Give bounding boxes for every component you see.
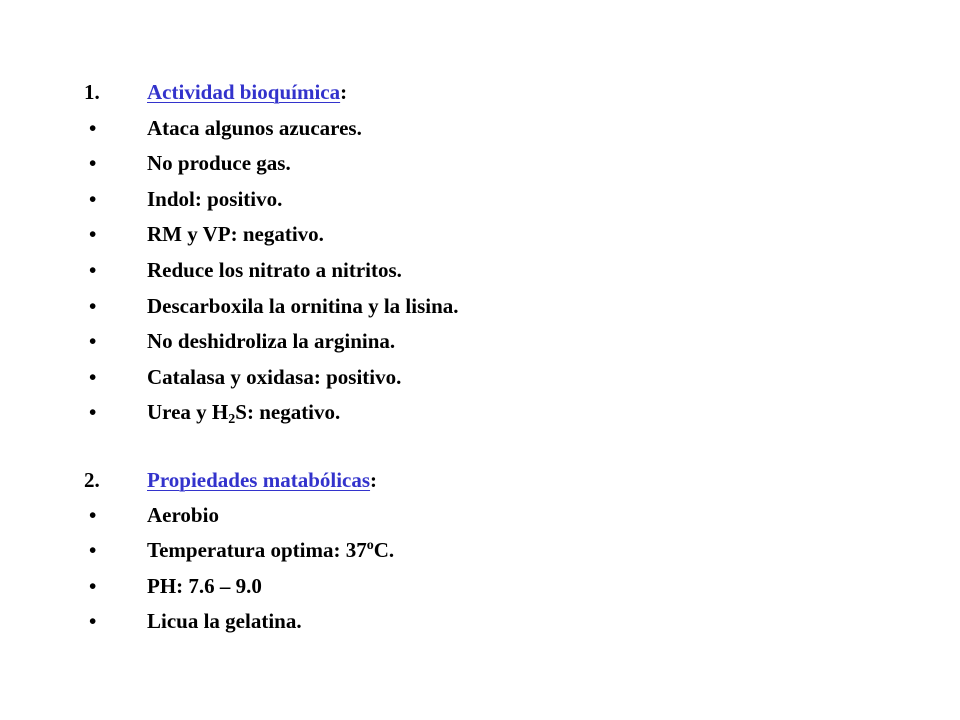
bullet-icon: • bbox=[89, 151, 97, 176]
list-item-text: RM y VP: negativo. bbox=[147, 222, 324, 247]
list-item-text: Catalasa y oxidasa: positivo. bbox=[147, 364, 402, 389]
bullet-icon: • bbox=[89, 329, 97, 354]
temp-text-after: C. bbox=[373, 538, 395, 563]
list-item bbox=[0, 292, 960, 328]
list-item-text: Indol: positivo. bbox=[147, 186, 283, 211]
section-heading bbox=[0, 78, 960, 114]
section-title-link[interactable]: Propiedades matabólicas bbox=[147, 468, 371, 492]
list-item bbox=[0, 572, 960, 607]
title-colon: : bbox=[340, 80, 348, 104]
urea-text-before: Urea y H bbox=[147, 400, 229, 425]
section-number: 1. bbox=[84, 80, 100, 104]
list-item bbox=[0, 327, 960, 363]
bullet-icon: • bbox=[89, 608, 97, 633]
list-item-text: Ataca algunos azucares. bbox=[147, 115, 362, 140]
list-item bbox=[0, 363, 960, 399]
list-item bbox=[0, 398, 960, 434]
list-item bbox=[0, 607, 960, 642]
list-item-text bbox=[147, 398, 340, 426]
urea-text-after: S: negativo. bbox=[235, 400, 341, 425]
list-item bbox=[0, 220, 960, 256]
section-number: 2. bbox=[84, 468, 100, 492]
list-item bbox=[0, 536, 960, 571]
list-item-text: PH: 7.6 – 9.0 bbox=[147, 573, 262, 598]
list-item-text: Descarboxila la ornitina y la lisina. bbox=[147, 293, 459, 318]
list-item-text: Reduce los nitrato a nitritos. bbox=[147, 257, 402, 282]
section-metabolic-properties bbox=[0, 466, 960, 642]
list-item bbox=[0, 149, 960, 185]
section-heading bbox=[0, 466, 960, 501]
list-item-text bbox=[147, 536, 394, 564]
list-item-text: No produce gas. bbox=[147, 151, 291, 176]
bullet-icon: • bbox=[89, 573, 97, 598]
bullet-icon: • bbox=[89, 538, 97, 563]
temp-text-before: Temperatura optima: 37 bbox=[147, 538, 367, 563]
bullet-icon: • bbox=[89, 115, 97, 140]
bullet-icon: • bbox=[89, 503, 97, 528]
bullet-icon: • bbox=[89, 400, 97, 425]
title-colon: : bbox=[370, 468, 378, 492]
section-title-line bbox=[147, 78, 347, 106]
section-title-link[interactable]: Actividad bioquímica bbox=[147, 80, 341, 104]
subscript: 2 bbox=[228, 412, 236, 428]
list-item-text: Aerobio bbox=[147, 503, 219, 528]
list-item bbox=[0, 114, 960, 150]
list-item bbox=[0, 501, 960, 536]
degree-superscript: o bbox=[366, 538, 374, 554]
list-item bbox=[0, 185, 960, 221]
bullet-icon: • bbox=[89, 293, 97, 318]
list-item-text: Licua la gelatina. bbox=[147, 608, 302, 633]
section-biochemical-activity bbox=[0, 78, 960, 434]
bullet-icon: • bbox=[89, 364, 97, 389]
bullet-icon: • bbox=[89, 186, 97, 211]
list-item-text: No deshidroliza la arginina. bbox=[147, 329, 396, 354]
bullet-icon: • bbox=[89, 222, 97, 247]
bullet-icon: • bbox=[89, 257, 97, 282]
section-title-line bbox=[147, 466, 377, 494]
list-item bbox=[0, 256, 960, 292]
